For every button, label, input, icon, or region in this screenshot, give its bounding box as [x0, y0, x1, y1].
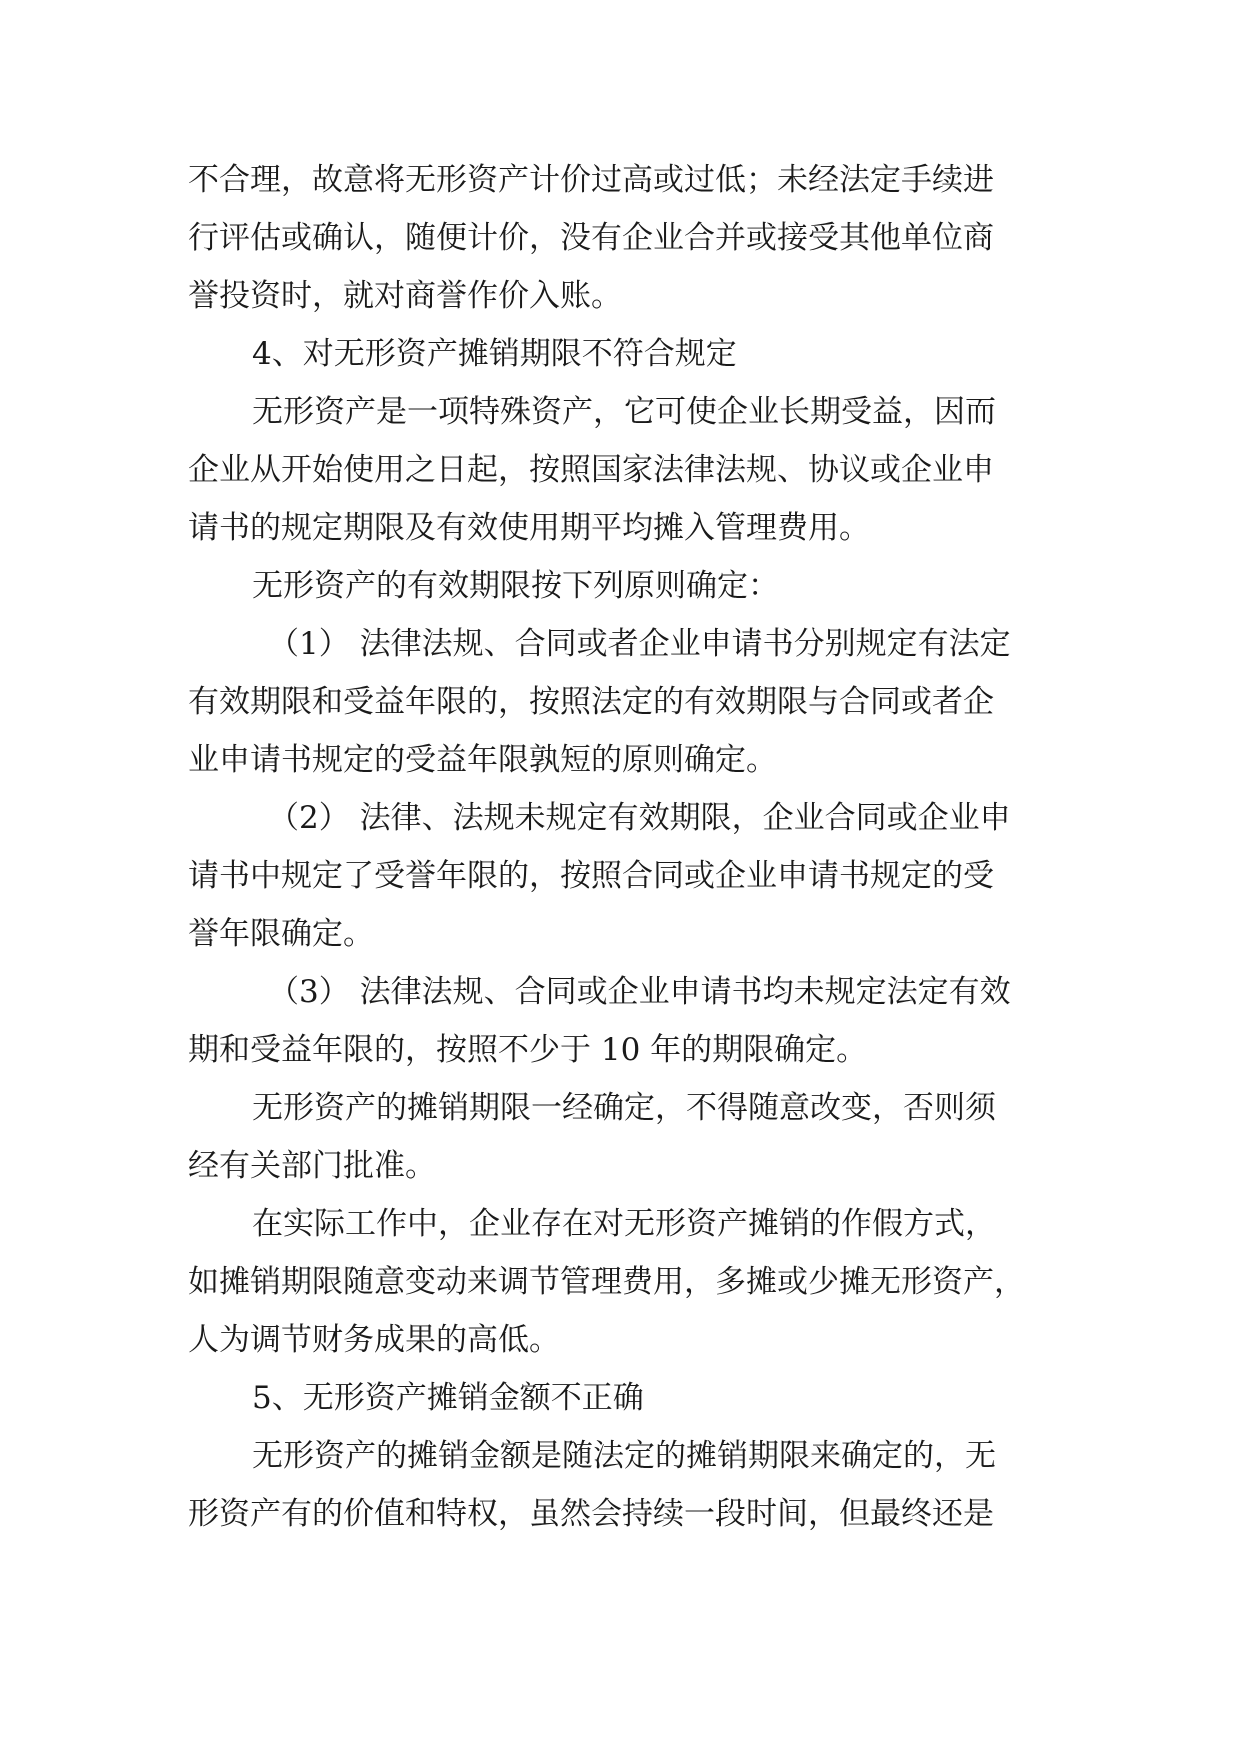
list-item-line: （1） 法律法规、合同或者企业申请书分别规定有法定 [268, 626, 1011, 662]
body-text-line: 形资产有的价值和特权，虽然会持续一段时间，但最终还是 [188, 1496, 994, 1532]
body-text-line: 业申请书规定的受益年限孰短的原则确定。 [188, 742, 777, 778]
list-item-line: （3） 法律法规、合同或企业申请书均未规定法定有效 [268, 974, 1011, 1010]
body-text-line: 无形资产的摊销金额是随法定的摊销期限来确定的，无 [252, 1438, 996, 1474]
body-text-line: 行评估或确认，随便计价，没有企业合并或接受其他单位商 [188, 220, 994, 256]
body-text-line: 请书中规定了受誉年限的，按照合同或企业申请书规定的受 [188, 858, 994, 894]
body-text-line: 人为调节财务成果的高低。 [188, 1322, 560, 1358]
body-text-line: 经有关部门批准。 [188, 1148, 436, 1184]
section-heading: 4、对无形资产摊销期限不符合规定 [252, 336, 737, 372]
body-text-line: 不合理，故意将无形资产计价过高或过低；未经法定手续进 [188, 162, 994, 198]
body-text-line: 无形资产是一项特殊资产，它可使企业长期受益，因而 [252, 394, 996, 430]
list-item-line: （2） 法律、法规未规定有效期限，企业合同或企业申 [268, 800, 1011, 836]
body-text-line: 誉年限确定。 [188, 916, 374, 952]
body-text-line: 无形资产的摊销期限一经确定，不得随意改变，否则须 [252, 1090, 996, 1126]
body-text-line: 有效期限和受益年限的，按照法定的有效期限与合同或者企 [188, 684, 994, 720]
body-text-line: 誉投资时，就对商誉作价入账。 [188, 278, 622, 314]
body-text-line: 在实际工作中，企业存在对无形资产摊销的作假方式， [252, 1206, 996, 1242]
body-text-line: 期和受益年限的，按照不少于 10 年的期限确定。 [188, 1032, 868, 1068]
body-text-line: 请书的规定期限及有效使用期平均摊入管理费用。 [188, 510, 870, 546]
body-text-line: 无形资产的有效期限按下列原则确定： [252, 568, 779, 604]
body-text-line: 如摊销期限随意变动来调节管理费用，多摊或少摊无形资产， [188, 1264, 1025, 1300]
body-text-line: 企业从开始使用之日起，按照国家法律法规、协议或企业申 [188, 452, 994, 488]
section-heading: 5、无形资产摊销金额不正确 [252, 1380, 644, 1416]
